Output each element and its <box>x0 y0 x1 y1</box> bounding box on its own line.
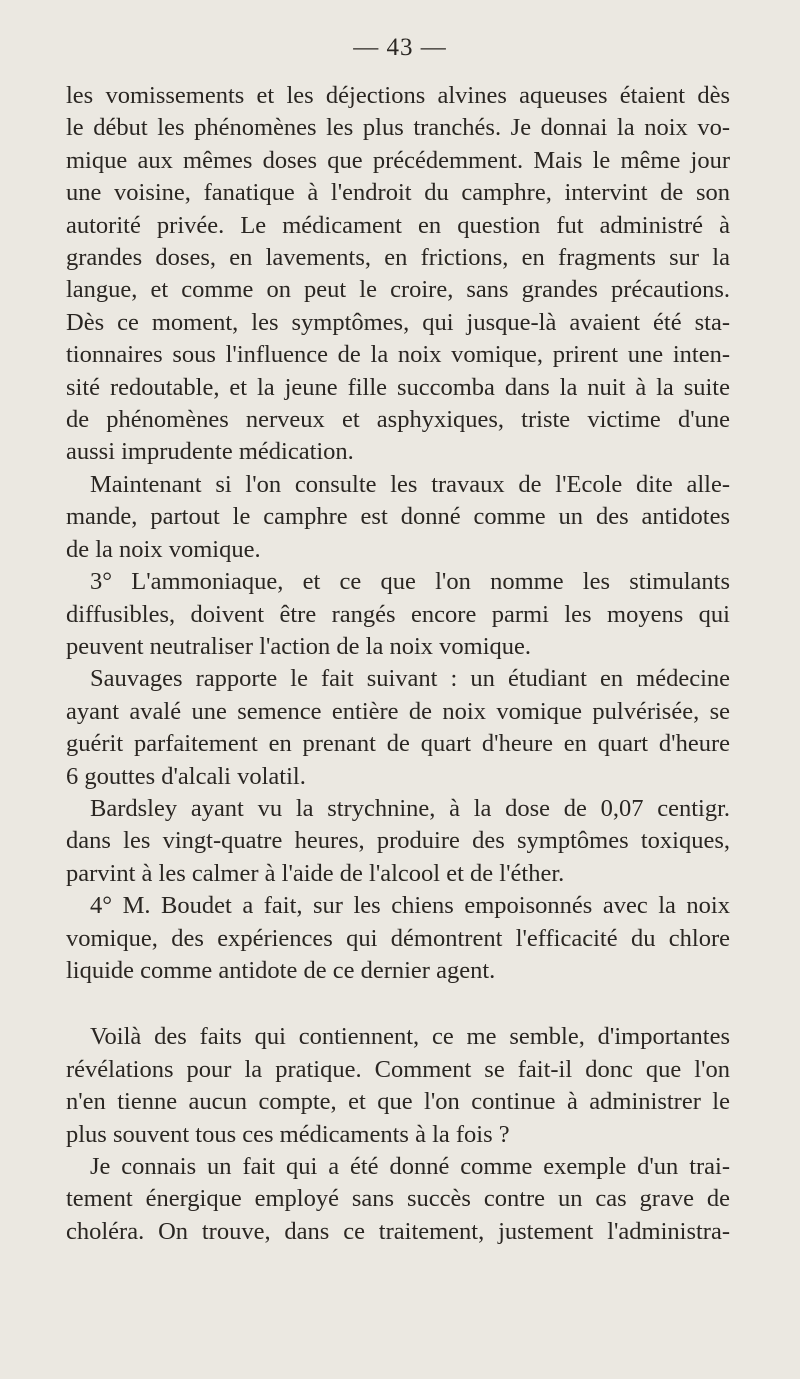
text-line: parvint à les calmer à l'aide de l'alcool et de l'éther. <box>66 859 565 887</box>
text-line: les vomissements et les déjections alvines aqueuses étaient dès <box>66 82 730 109</box>
text-line: une voisine, fanatique à l'endroit du camphre, intervint de son <box>66 179 730 207</box>
text-line: révélations pour la pratique. Comment se fait-il donc que l'on <box>66 1055 730 1083</box>
text-line: de phénomènes nerveux et asphyxiques, triste victime d'une <box>66 406 730 434</box>
text-line: Sauvages rapporte le fait suivant : un étudiant en médecine <box>90 665 730 693</box>
text-line: peuvent neutraliser l'action de la noix vomique. <box>66 632 532 660</box>
text-line: Dès ce moment, les symptômes, qui jusque-là avaient été sta- <box>66 308 730 336</box>
text-line: n'en tienne aucun compte, et que l'on continue à administrer le <box>66 1088 730 1116</box>
text-line: Maintenant si l'on consulte les travaux de l'Ecole dite alle- <box>90 470 730 498</box>
text-line: 4° M. Boudet a fait, sur les chiens empoisonnés avec la noix <box>90 892 730 920</box>
text-line: tement énergique employé sans succès contre un cas grave de <box>66 1185 730 1213</box>
text-line: tionnaires sous l'influence de la noix vomique, prirent une inten- <box>66 341 730 369</box>
page-number-header: — 43 — <box>353 34 447 61</box>
text-line: langue, et comme on peut le croire, sans grandes précautions. <box>66 276 730 304</box>
text-line: choléra. On trouve, dans ce traitement, justement l'administra- <box>66 1217 730 1245</box>
page-body-text <box>66 80 730 1248</box>
text-line: autorité privée. Le médicament en question fut administré à <box>66 211 730 239</box>
text-line: guérit parfaitement en prenant de quart d'heure en quart d'heure <box>66 730 730 758</box>
text-line: 3° L'ammoniaque, et ce que l'on nomme les stimulants <box>90 568 730 596</box>
text-line: mique aux mêmes doses que précédemment. Mais le même jour <box>66 146 730 174</box>
text-line: mande, partout le camphre est donné comme un des antidotes <box>66 503 730 531</box>
text-line: vomique, des expériences qui démontrent l'efficacité du chlore <box>66 924 730 952</box>
text-line: sité redoutable, et la jeune fille succomba dans la nuit à la suite <box>66 373 730 401</box>
text-line: Voilà des faits qui contiennent, ce me semble, d'importantes <box>90 1023 730 1051</box>
text-line: dans les vingt-quatre heures, produire des symptômes toxiques, <box>66 827 730 855</box>
text-line: liquide comme antidote de ce dernier agent. <box>66 956 496 984</box>
text-line: diffusibles, doivent être rangés encore parmi les moyens qui <box>66 600 730 628</box>
text-line: grandes doses, en lavements, en frictions, en fragments sur la <box>66 244 730 272</box>
text-line: plus souvent tous ces médicaments à la fois ? <box>66 1120 510 1148</box>
text-line: Bardsley ayant vu la strychnine, à la dose de 0,07 centigr. <box>90 794 730 822</box>
text-line: ayant avalé une semence entière de noix vomique pulvérisée, se <box>66 697 730 725</box>
text-line: Je connais un fait qui a été donné comme exemple d'un trai- <box>90 1153 730 1180</box>
text-line: 6 gouttes d'alcali volatil. <box>66 762 306 790</box>
text-line: de la noix vomique. <box>66 535 261 563</box>
text-line: aussi imprudente médication. <box>66 438 354 466</box>
text-line: le début les phénomènes les plus tranchés. Je donnai la noix vo- <box>66 114 730 142</box>
